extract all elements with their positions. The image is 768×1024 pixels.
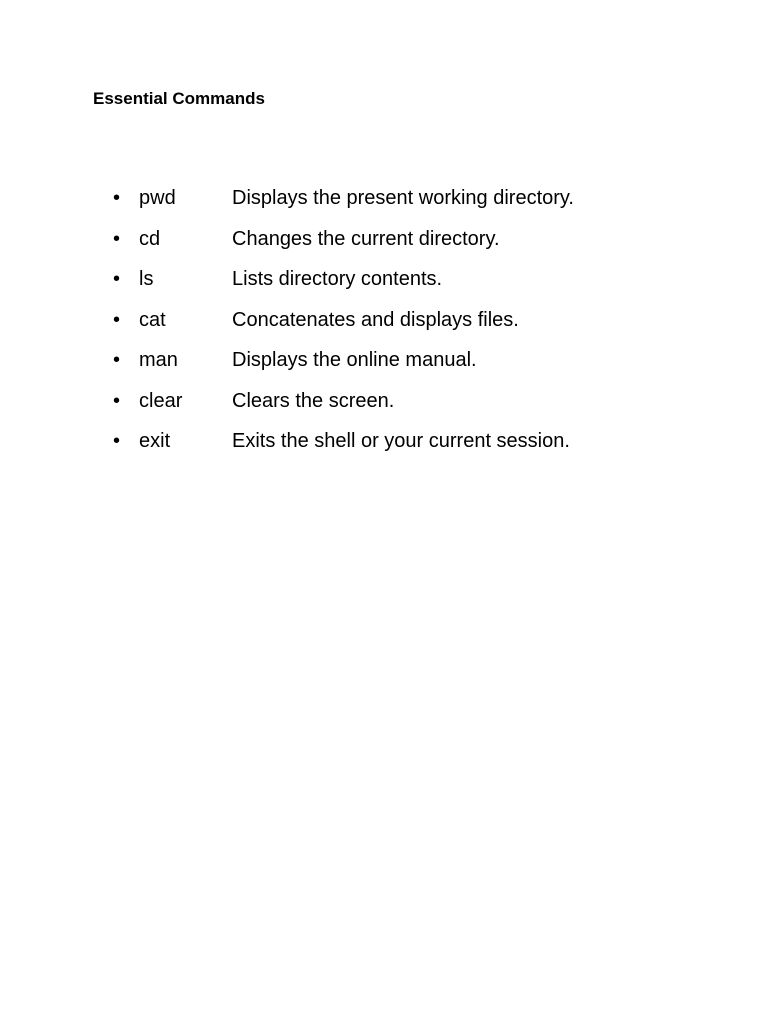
list-item — [113, 185, 574, 226]
command-description: Displays the present working directory. — [232, 187, 574, 209]
bullet-icon: • — [113, 430, 121, 452]
command-name: man — [139, 349, 178, 371]
document-title: Essential Commands — [93, 89, 265, 108]
list-item — [113, 388, 574, 429]
command-name: cd — [139, 227, 161, 250]
list-item — [113, 226, 574, 267]
bullet-icon: • — [113, 227, 121, 250]
list-item — [113, 307, 574, 348]
command-description: Lists directory contents. — [232, 268, 443, 290]
command-list — [113, 185, 574, 469]
command-description: Displays the online manual. — [232, 349, 477, 371]
command-description: Changes the current directory. — [232, 227, 500, 250]
command-name: pwd — [139, 187, 176, 209]
command-name: clear — [139, 389, 183, 412]
bullet-icon: • — [113, 389, 121, 412]
command-name: exit — [139, 430, 171, 452]
bullet-icon: • — [113, 349, 121, 371]
list-item — [113, 266, 574, 307]
bullet-icon: • — [113, 308, 121, 331]
command-description: Exits the shell or your current session. — [232, 430, 570, 452]
bullet-icon: • — [113, 268, 121, 290]
list-item — [113, 347, 574, 388]
command-description: Clears the screen. — [232, 389, 395, 412]
list-item — [113, 428, 574, 469]
command-description: Concatenates and displays files. — [232, 308, 519, 331]
command-name: cat — [139, 308, 166, 331]
bullet-icon: • — [113, 187, 121, 209]
command-name: ls — [139, 268, 154, 290]
